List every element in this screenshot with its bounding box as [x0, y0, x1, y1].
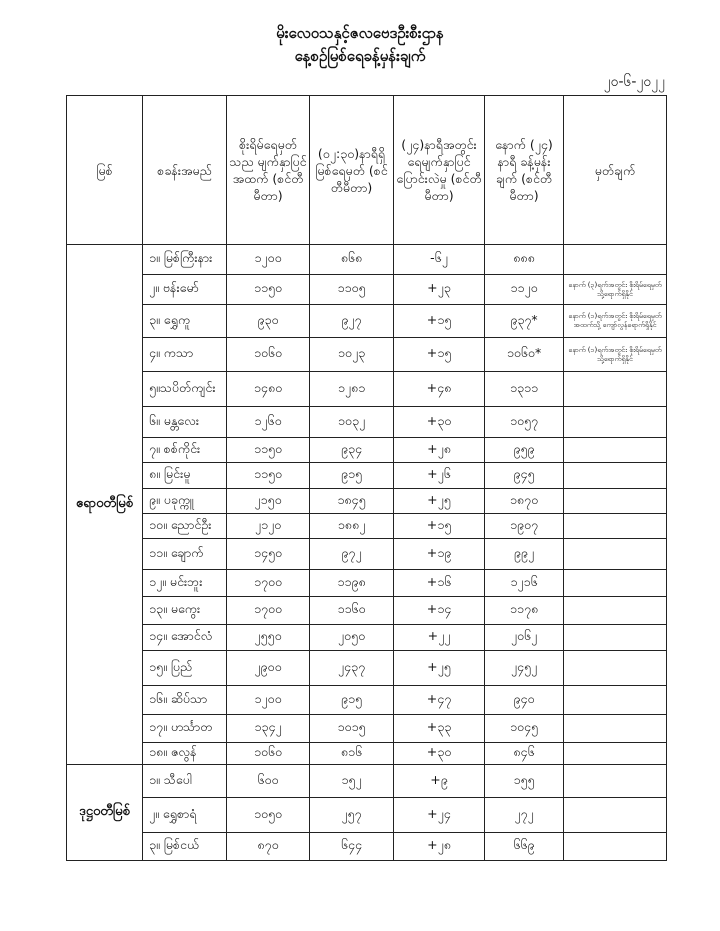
station-name: ၂။ ရွှေစာရံ	[143, 798, 227, 833]
change-24h: +၄၇	[394, 686, 485, 715]
river-group-name: ဧရာဝတီမြစ်	[67, 245, 143, 765]
table-row	[67, 338, 667, 372]
remark	[564, 438, 667, 463]
forecast-24h: ၉၃၇*	[485, 305, 564, 338]
table-row	[67, 743, 667, 765]
change-24h: +၁၆	[394, 570, 485, 597]
table-row	[67, 651, 667, 686]
remark: နောက် (၁)ရက်အတွင်း စိုးရိမ်ရေမှတ်သို့ရောက်ရှိနိုင်	[564, 338, 667, 372]
table-body	[67, 245, 667, 861]
change-24h: +၂၈	[394, 833, 485, 861]
danger-level: ၁၁၅၀	[227, 275, 310, 305]
remark	[564, 489, 667, 514]
danger-level: ၁၀၆၀	[227, 743, 310, 765]
current-level: ၉၇၂	[310, 539, 394, 570]
table-row	[67, 463, 667, 489]
danger-level: ၁၀၅၀	[227, 798, 310, 833]
danger-level: ၁၁၅၀	[227, 463, 310, 489]
remark	[564, 765, 667, 798]
remark	[564, 597, 667, 625]
station-name: ၁၃။ မကွေး	[143, 597, 227, 625]
table-row	[67, 798, 667, 833]
current-level: ၉၁၅	[310, 463, 394, 489]
table-row	[67, 275, 667, 305]
change-24h: +၃၀	[394, 743, 485, 765]
forecast-24h: ၉၅၉	[485, 438, 564, 463]
station-name: ၈။ မြင်းမူ	[143, 463, 227, 489]
danger-level: ၁၃၄၂	[227, 715, 310, 743]
current-level: ၉၃၄	[310, 438, 394, 463]
forecast-24h: ၂၇၂	[485, 798, 564, 833]
header-station: စခန်းအမည်	[143, 96, 227, 245]
danger-level: ၂၅၅၀	[227, 625, 310, 651]
forecast-24h: ၈၄၆	[485, 743, 564, 765]
header-river: မြစ်	[67, 96, 143, 245]
current-level: ၉၁၅	[310, 686, 394, 715]
current-level: ၉၂၇	[310, 305, 394, 338]
forecast-24h: ၁၅၅	[485, 765, 564, 798]
change-24h: +၃၃	[394, 715, 485, 743]
remark	[564, 245, 667, 275]
danger-level: ၁၂၀၀	[227, 686, 310, 715]
station-name: ၂။ ဗန်းမော်	[143, 275, 227, 305]
table-row	[67, 245, 667, 275]
forecast-24h: ၁၀၅၇	[485, 407, 564, 438]
forecast-24h: ၁၀၄၅	[485, 715, 564, 743]
change-24h: +၂၅	[394, 489, 485, 514]
current-level: ၁၀၂၃	[310, 338, 394, 372]
forecast-24h: ၁၁၇၈	[485, 597, 564, 625]
forecast-24h: ၁၃၁၁	[485, 372, 564, 407]
table-row	[67, 372, 667, 407]
header-forecast-24h: နောက် (၂၄) နာရီ ခန့်မှန်းချက် (စင်တီမီတာ)	[485, 96, 564, 245]
current-level: ၂၄၃၇	[310, 651, 394, 686]
current-level: ၈၆၈	[310, 245, 394, 275]
remark	[564, 539, 667, 570]
change-24h: +၁၅	[394, 305, 485, 338]
change-24h: +၂၈	[394, 438, 485, 463]
report-date: ၂၀-၆-၂၀၂၂	[603, 74, 665, 90]
forecast-24h: ၁၈၇၀	[485, 489, 564, 514]
header-remarks: မှတ်ချက်	[564, 96, 667, 245]
remark	[564, 743, 667, 765]
page-title: မိုးလေဝသနှင့်ဇလဗေဒဦးစီးဌာန	[276, 24, 444, 42]
danger-level: ၂၉၀၀	[227, 651, 310, 686]
station-name: ၅။သပိတ်ကျင်း	[143, 372, 227, 407]
station-name: ၁၈။ ဇလွန်	[143, 743, 227, 765]
forecast-24h: ၁၂၁၆	[485, 570, 564, 597]
station-name: ၇။ စစ်ကိုင်း	[143, 438, 227, 463]
current-level: ၁၁၆၀	[310, 597, 394, 625]
current-level: ၁၈၄၅	[310, 489, 394, 514]
header-danger-level: စိုးရိမ်ရေမှတ် သည မျက်နှာပြင် အထက် (စင်တီမီတာ)	[227, 96, 310, 245]
remark	[564, 833, 667, 861]
change-24h: +၂၃	[394, 275, 485, 305]
current-level: ၁၁၀၅	[310, 275, 394, 305]
forecast-24h: ၆၆၉	[485, 833, 564, 861]
danger-level: ၁၂၀၀	[227, 245, 310, 275]
change-24h: +၂၆	[394, 463, 485, 489]
danger-level: ၂၁၅၀	[227, 489, 310, 514]
danger-level: ၉၃၀	[227, 305, 310, 338]
station-name: ၁။ မြစ်ကြီးနား	[143, 245, 227, 275]
change-24h: +၁၅	[394, 338, 485, 372]
danger-level: ၆၀၀	[227, 765, 310, 798]
table-row	[67, 597, 667, 625]
danger-level: ၁၇၀၀	[227, 570, 310, 597]
change-24h: +၁၅	[394, 514, 485, 539]
remark	[564, 798, 667, 833]
remark	[564, 715, 667, 743]
forecast-24h: ၉၄၅	[485, 463, 564, 489]
danger-level: ၁၀၆၀	[227, 338, 310, 372]
danger-level: ၁၄၅၀	[227, 539, 310, 570]
change-24h: +၂၅	[394, 651, 485, 686]
current-level: ၂၅၇	[310, 798, 394, 833]
change-24h: +၂၂	[394, 625, 485, 651]
table-row	[67, 686, 667, 715]
remark	[564, 463, 667, 489]
change-24h: -၆၂	[394, 245, 485, 275]
current-level: ၈၁၆	[310, 743, 394, 765]
table-row	[67, 765, 667, 798]
station-name: ၁၆။ ဆိပ်သာ	[143, 686, 227, 715]
header-row	[67, 96, 667, 245]
danger-level: ၁၁၅၀	[227, 438, 310, 463]
header-change-24h: (၂၄)နာရီအတွင်း ရေမျက်နှာပြင် ပြောင်းလဲမှု (စင်တီမီတာ)	[394, 96, 485, 245]
danger-level: ၂၁၂၀	[227, 514, 310, 539]
remark: နောက် (၁)ရက်အတွင်း စိုးရိမ်ရေမှတ် အထက်သို့ ကျော်လွန်ရောက်ရှိနိုင်	[564, 305, 667, 338]
forecast-24h: ၂၄၅၂	[485, 651, 564, 686]
remark	[564, 514, 667, 539]
station-name: ၁၄။ အောင်လံ	[143, 625, 227, 651]
page-subtitle: နေ့စဉ်မြစ်ရေခန့်မှန်းချက်	[294, 47, 426, 65]
forecast-24h: ၉၄၀	[485, 686, 564, 715]
current-level: ၆၄၄	[310, 833, 394, 861]
table-row	[67, 489, 667, 514]
station-name: ၁၇။ ဟင်္သာတ	[143, 715, 227, 743]
remark	[564, 372, 667, 407]
current-level: ၁၈၈၂	[310, 514, 394, 539]
table-row	[67, 570, 667, 597]
table-row	[67, 625, 667, 651]
station-name: ၃။ ရွှေကူ	[143, 305, 227, 338]
change-24h: +၂၄	[394, 798, 485, 833]
forecast-24h: ၉၉၂	[485, 539, 564, 570]
table-row	[67, 305, 667, 338]
change-24h: +၃၀	[394, 407, 485, 438]
forecast-24h: ၁၉၀၇	[485, 514, 564, 539]
station-name: ၄။ ကသာ	[143, 338, 227, 372]
current-level: ၁၁၉၈	[310, 570, 394, 597]
forecast-24h: ၁၀၆၀*	[485, 338, 564, 372]
remark	[564, 686, 667, 715]
current-level: ၁၅၂	[310, 765, 394, 798]
current-level: ၁၀၃၂	[310, 407, 394, 438]
remark	[564, 570, 667, 597]
forecast-24h: ၁၁၂၀	[485, 275, 564, 305]
station-name: ၁၁။ ချောက်	[143, 539, 227, 570]
current-level: ၂၀၅၀	[310, 625, 394, 651]
river-group-name: ဒုဋ္ဌဝတီမြစ်	[67, 765, 143, 861]
change-24h: +၁၉	[394, 539, 485, 570]
remark	[564, 651, 667, 686]
table-row	[67, 407, 667, 438]
table-row	[67, 715, 667, 743]
danger-level: ၁၂၆၀	[227, 407, 310, 438]
danger-level: ၈၇၀	[227, 833, 310, 861]
station-name: ၃။ မြစ်ငယ်	[143, 833, 227, 861]
current-level: ၁၀၁၅	[310, 715, 394, 743]
header-current-level: (၀၂:၃၀)နာရီရှိ မြစ်ရေမှတ် (စင်တီမီတာ)	[310, 96, 394, 245]
station-name: ၁၂။ မင်းဘူး	[143, 570, 227, 597]
station-name: ၁၅။ ပြည်	[143, 651, 227, 686]
table-row	[67, 539, 667, 570]
river-forecast-table	[66, 95, 667, 861]
table-row	[67, 833, 667, 861]
remark	[564, 407, 667, 438]
current-level: ၁၂၈၁	[310, 372, 394, 407]
table-row	[67, 514, 667, 539]
change-24h: +၉	[394, 765, 485, 798]
station-name: ၁။ သီပေါ	[143, 765, 227, 798]
forecast-24h: ၈၈၈	[485, 245, 564, 275]
station-name: ၁၀။ ညောင်ဦး	[143, 514, 227, 539]
table-row	[67, 438, 667, 463]
danger-level: ၁၄၈၀	[227, 372, 310, 407]
change-24h: +၁၄	[394, 597, 485, 625]
forecast-24h: ၂၀၆၂	[485, 625, 564, 651]
change-24h: +၄၈	[394, 372, 485, 407]
station-name: ၉။ ပခုက္ကူ	[143, 489, 227, 514]
remark	[564, 625, 667, 651]
station-name: ၆။ မန္တလေး	[143, 407, 227, 438]
danger-level: ၁၇၀၀	[227, 597, 310, 625]
remark: နောက် (၃)ရက်အတွင်း စိုးရိမ်ရေမှတ်သို့ရောက်ရှိနိုင်	[564, 275, 667, 305]
